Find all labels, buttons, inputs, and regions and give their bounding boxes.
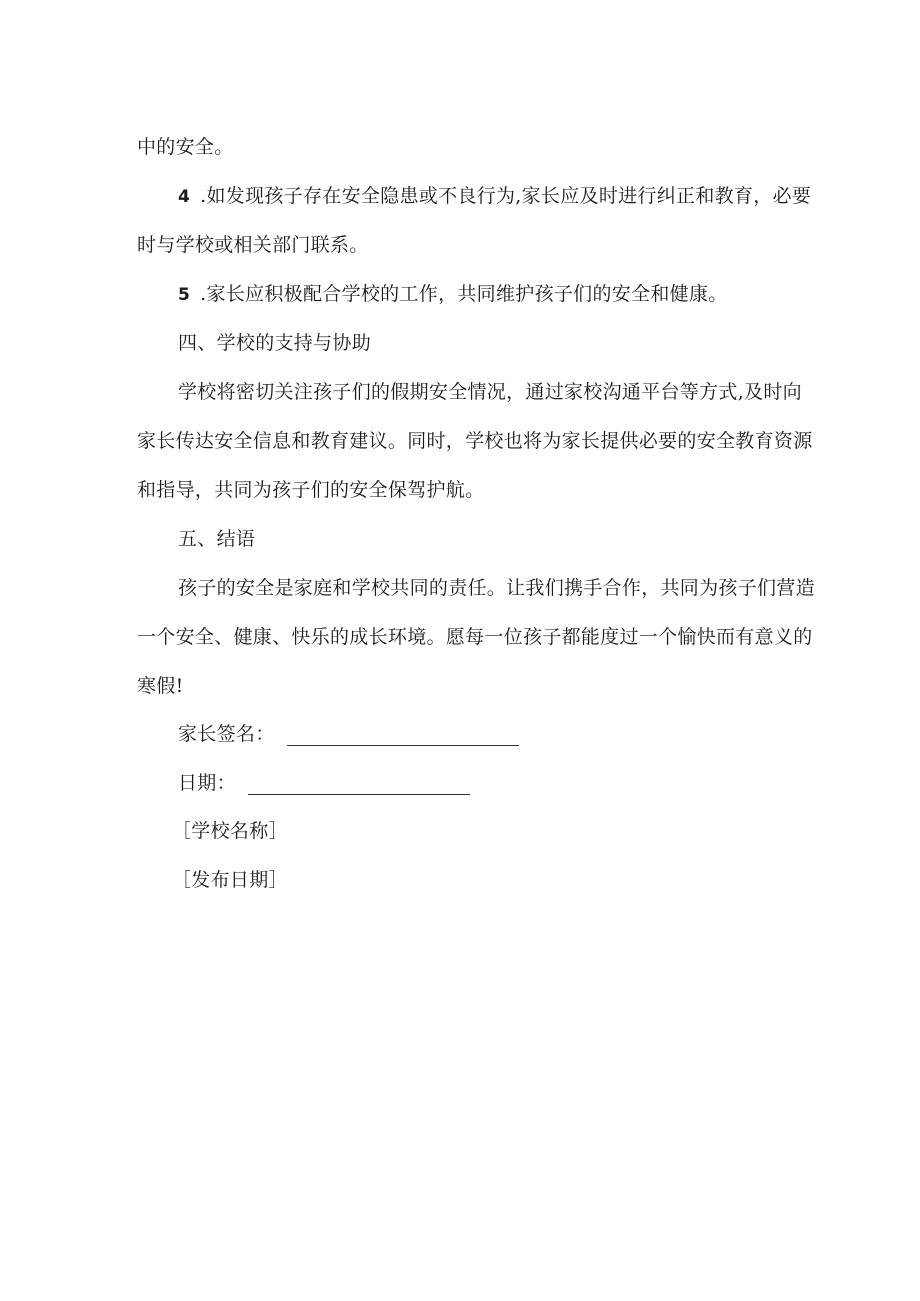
parent-signature-row [178, 722, 519, 746]
date-row [178, 771, 470, 795]
publish-date: ［发布日期］ [172, 869, 288, 891]
list-item-5 [178, 282, 728, 307]
school-name: ［学校名称］ [172, 820, 288, 842]
paragraph-line: 时与学校或相关部门联系。 [137, 234, 369, 256]
paragraph-line: 一个安全、健康、快乐的成长环境。愿每一位孩子都能度过一个愉快而有意义的 [137, 626, 813, 648]
list-item-text: .如发现孩子存在安全隐患或不良行为,家长应及时进行纠正和教育，必要 [200, 185, 812, 207]
date-label: 日期： [178, 772, 236, 794]
paragraph-line: 中的安全。 [137, 136, 234, 158]
paragraph-line: 和指导，共同为孩子们的安全保驾护航。 [137, 479, 485, 501]
paragraph-line: 寒假! [137, 675, 184, 697]
list-item-number: 4 [178, 187, 191, 207]
paragraph-line: 孩子的安全是家庭和学校共同的责任。让我们携手合作，共同为孩子们营造 [178, 577, 815, 599]
parent-signature-label: 家长签名： [178, 723, 275, 745]
date-field[interactable] [248, 776, 470, 795]
section-heading-5: 五、结语 [178, 528, 256, 550]
list-item-4 [178, 184, 811, 209]
paragraph-line: 家长传达安全信息和教育建议。同时，学校也将为家长提供必要的安全教育资源 [137, 430, 813, 452]
list-item-text: .家长应积极配合学校的工作，共同维护孩子们的安全和健康。 [200, 283, 728, 305]
section-heading-4: 四、学校的支持与协助 [178, 332, 372, 354]
parent-signature-field[interactable] [287, 727, 519, 746]
list-item-number: 5 [178, 285, 191, 305]
paragraph-line: 学校将密切关注孩子们的假期安全情况，通过家校沟通平台等方式,及时向 [178, 381, 802, 403]
